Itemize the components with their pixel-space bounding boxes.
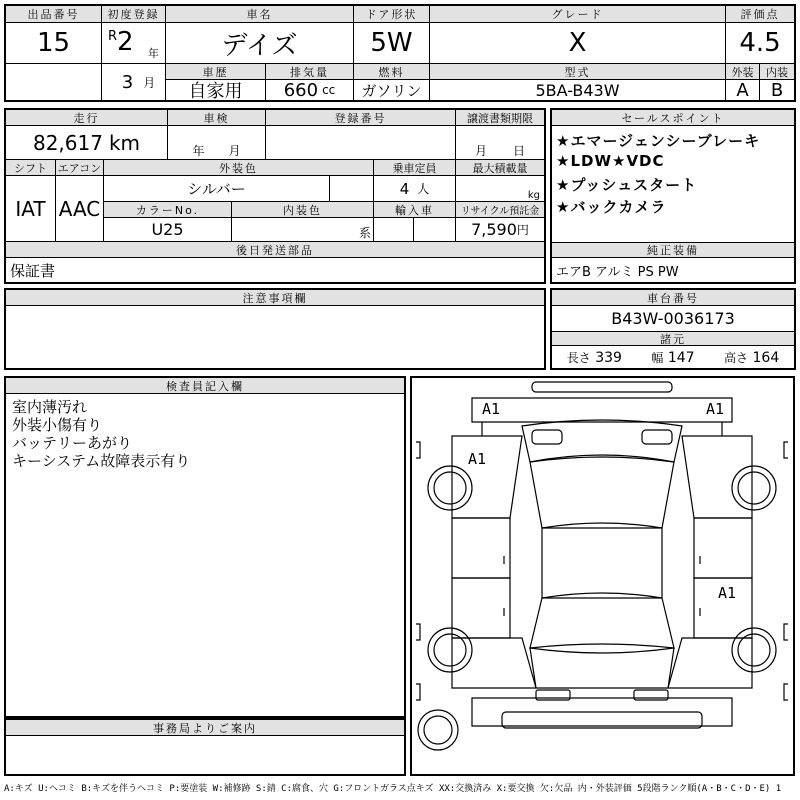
sales-points-section <box>550 108 796 284</box>
office-section <box>4 718 406 776</box>
damage-mark-left-fender: A1 <box>468 450 487 468</box>
lot-no-value: 15 <box>6 23 102 64</box>
damage-mark-right-door: A1 <box>718 584 737 602</box>
sales-point-item: ★エマージェンシーブレーキ <box>556 132 761 150</box>
int-grade-value: B <box>770 80 784 100</box>
later-parts-value: 保証書 <box>10 261 56 280</box>
displacement-value: 660 <box>283 80 319 100</box>
header-section <box>4 4 796 102</box>
car-damage-diagram <box>410 376 795 776</box>
recycle-cell <box>456 218 544 242</box>
month-cell <box>102 64 166 100</box>
specs-label: 諸元 <box>552 332 794 346</box>
width-value: 147 <box>667 349 695 366</box>
damage-mark-front-left: A1 <box>482 400 501 418</box>
inspector-section <box>4 376 406 718</box>
grade-value: X <box>430 23 726 64</box>
fuel-label: 燃料 <box>354 64 430 80</box>
inspector-note: キーシステム故障表示有り <box>12 452 191 470</box>
mileage-value: 82,617 <box>32 130 103 155</box>
car-name-label: 車名 <box>166 6 354 23</box>
shift-value: IAT <box>6 176 56 242</box>
aircon-value: AAC <box>56 176 104 242</box>
month-suffix: 月 <box>143 75 156 90</box>
capacity-value: 4 <box>399 179 410 198</box>
chassis-section <box>550 288 796 370</box>
door-label: ドア形状 <box>354 6 430 23</box>
grade-label: グレード <box>430 6 726 23</box>
sales-point-item: ★LDW★VDC <box>556 152 665 170</box>
reg-no-label: 登録番号 <box>266 110 456 126</box>
length-value: 339 <box>595 349 622 366</box>
notes-label: 注意事項欄 <box>6 290 544 306</box>
score-label: 評価点 <box>726 6 794 23</box>
genuine-equip-label: 純正装備 <box>552 242 794 258</box>
history-value: 自家用 <box>166 80 266 100</box>
import-b <box>414 218 456 242</box>
specs-row <box>552 346 794 368</box>
car-name-value: デイズ <box>166 23 354 64</box>
height-value: 164 <box>752 349 780 366</box>
transfer-label: 譲渡書類期限 <box>456 110 544 126</box>
int-color-label: 内装色 <box>232 202 374 218</box>
ext-label: 外装 <box>726 64 760 80</box>
ext-color-label: 外装色 <box>104 160 374 176</box>
width-label: 幅 <box>651 350 664 365</box>
displacement-label: 排気量 <box>266 64 354 80</box>
height-label: 高さ <box>724 350 749 365</box>
model-value: 5BA-B43W <box>430 80 726 100</box>
reg-no-value <box>266 126 456 160</box>
yen-unit: 円 <box>516 223 529 237</box>
capacity-unit: 人 <box>417 182 430 196</box>
fuel-value: ガソリン <box>354 80 430 100</box>
transfer-month-suffix: 月 <box>474 144 487 158</box>
first-reg-label: 初度登録 <box>102 6 166 23</box>
inspection-label: 車検 <box>168 110 266 126</box>
kg-unit: kg <box>527 190 540 201</box>
inspector-note: バッテリーあがり <box>12 434 133 452</box>
genuine-equip-value: エアB アルミ PS PW <box>556 264 679 280</box>
capacity-cell <box>374 176 456 202</box>
damage-mark-front-right: A1 <box>706 400 725 418</box>
inspection-month-suffix: 月 <box>228 144 241 158</box>
recycle-value: 7,590 <box>471 220 517 239</box>
chassis-label: 車台番号 <box>552 290 794 306</box>
detail-section <box>4 108 546 284</box>
ext-grade-value: A <box>726 80 760 100</box>
lot-no-blank <box>6 64 102 100</box>
inspector-note: 室内薄汚れ <box>12 398 88 416</box>
color-no-value: U25 <box>104 218 232 242</box>
int-color-cell <box>232 218 374 242</box>
ext-color-blank <box>330 176 374 202</box>
damage-legend: A:キズ U:ヘコミ B:キズを伴うヘコミ P:要塗装 W:補修跡 S:錆 C:腐食、穴 G:フロントガラス点キズ XX:交換済み X:要交換 欠:欠品 内・外装評価 5段階ランク順(A・B・C・D・E) 1 <box>4 784 782 794</box>
km-unit: km <box>108 130 141 155</box>
sales-points-label: セールスポイント <box>552 110 794 126</box>
length-label: 長さ <box>566 350 591 365</box>
inspection-cell <box>168 126 266 160</box>
first-reg-year <box>102 23 166 64</box>
recycle-label: リサイクル預託金 <box>456 202 544 218</box>
import-a <box>374 218 414 242</box>
year-value: 2 <box>117 27 134 57</box>
shift-label: シフト <box>6 160 56 176</box>
displacement-cell <box>266 80 354 100</box>
inspection-year-suffix: 年 <box>192 144 205 158</box>
import-label: 輸入車 <box>374 202 456 218</box>
office-label: 事務局よりご案内 <box>6 720 404 736</box>
transfer-cell <box>456 126 544 160</box>
capacity-label: 乗車定員 <box>374 160 456 176</box>
max-load-label: 最大積載量 <box>456 160 544 176</box>
door-value: 5W <box>354 23 430 64</box>
sales-point-item: ★プッシュスタート <box>556 176 698 194</box>
cc-unit: cc <box>322 83 336 97</box>
ext-color-value: シルバー <box>104 176 330 202</box>
max-load-cell <box>456 176 544 202</box>
history-label: 車歴 <box>166 64 266 80</box>
aircon-label: エアコン <box>56 160 104 176</box>
inspector-note: 外装小傷有り <box>12 416 103 434</box>
era-value: R <box>108 29 118 44</box>
score-value: 4.5 <box>726 23 794 64</box>
month-value: 3 <box>121 71 134 93</box>
year-suffix: 年 <box>148 47 159 60</box>
car-outline-diagram <box>412 378 793 774</box>
sales-point-item: ★バックカメラ <box>556 198 667 216</box>
lot-no-label: 出品番号 <box>6 6 102 23</box>
color-no-label: カラーNo. <box>104 202 232 218</box>
inspector-label: 検査員記入欄 <box>6 378 404 394</box>
chassis-value: B43W-0036173 <box>552 306 794 332</box>
notes-section <box>4 288 546 370</box>
mileage-label: 走行 <box>6 110 168 126</box>
model-label: 型式 <box>430 64 726 80</box>
int-label: 内装 <box>760 64 794 80</box>
transfer-day-suffix: 日 <box>513 144 526 158</box>
int-suffix: 系 <box>358 226 371 240</box>
mileage-cell <box>6 126 168 160</box>
later-parts-label: 後日発送部品 <box>6 242 544 258</box>
